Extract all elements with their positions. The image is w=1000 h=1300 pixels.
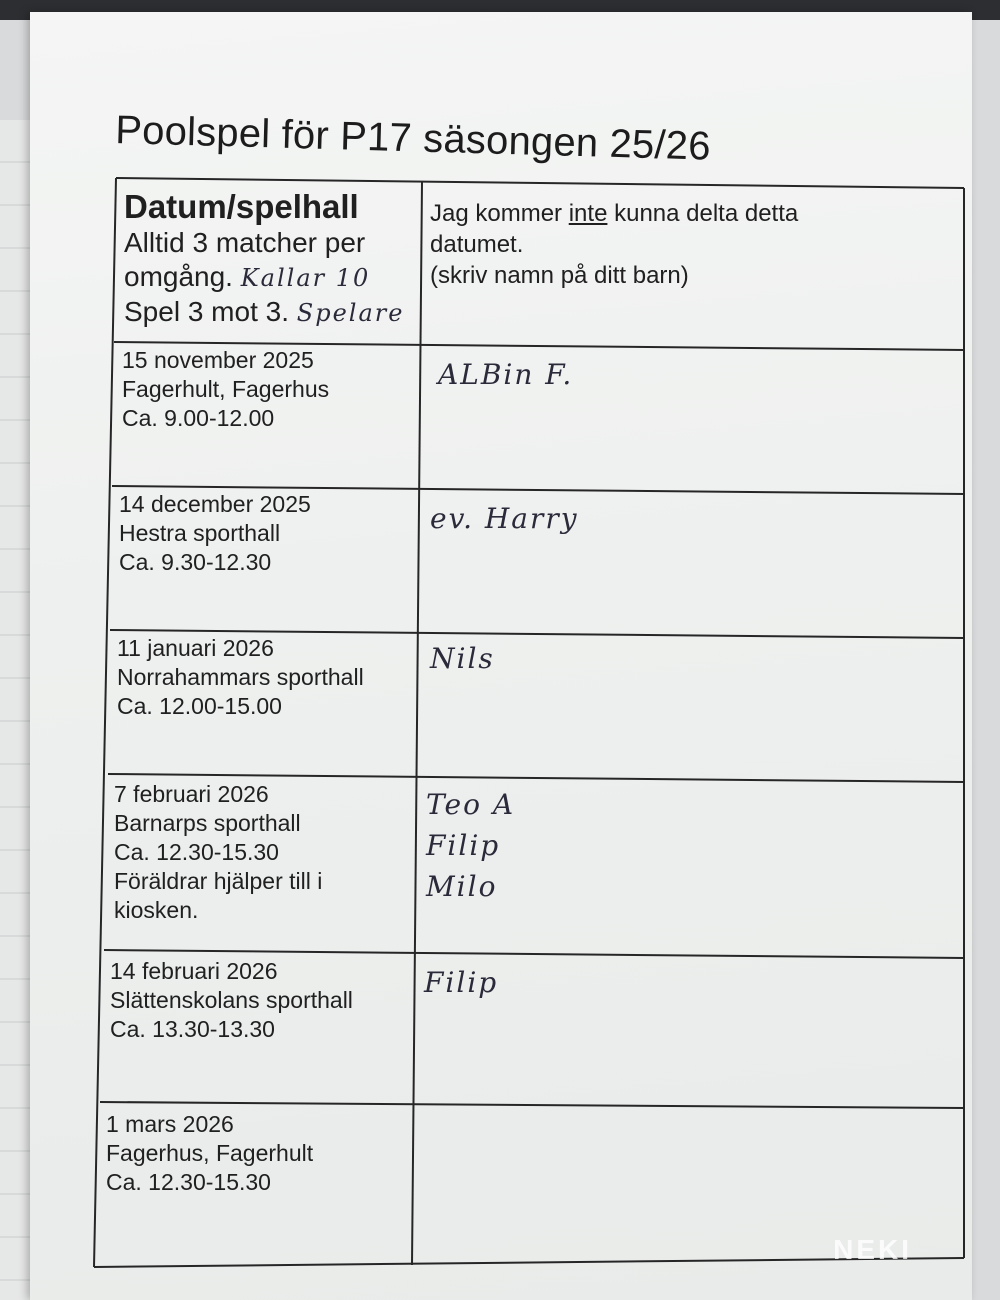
header-right [430, 198, 798, 291]
header-line-3-print: omgång. [124, 261, 233, 292]
header-line-3-handwritten: Kallar 10 [240, 264, 371, 292]
row-hall: Slättenskolans sporthall [110, 987, 353, 1013]
row-hall: Norrahammars sporthall [117, 664, 364, 690]
row-5-info [110, 957, 353, 1044]
row-time: Ca. 12.30-15.30 [114, 839, 279, 865]
row-date: 14 februari 2026 [110, 958, 278, 984]
row-name: Nils [430, 642, 495, 675]
row-time: Ca. 13.30-13.30 [110, 1016, 275, 1042]
row-6-info [106, 1110, 313, 1197]
header-right-underlined: inte [568, 200, 608, 227]
header-right-line-3: (skriv namn på ditt barn) [430, 262, 689, 289]
row-2-info [119, 490, 311, 577]
row-name: ev. Harry [430, 502, 579, 535]
row-hall: Barnarps sporthall [114, 810, 301, 836]
row-note: Föräldrar hjälper till i [114, 868, 323, 894]
header-right-text-b: kunna delta detta [614, 200, 799, 227]
header-line-4 [124, 295, 404, 330]
header-line-4-print: Spel 3 mot 3. [124, 296, 289, 327]
row-date: 1 mars 2026 [106, 1111, 234, 1137]
header-right-line-1 [430, 198, 798, 229]
row-hall: Fagerhus, Fagerhult [106, 1140, 314, 1166]
row-hall: Fagerhult, Fagerhus [122, 376, 330, 402]
row-time: Ca. 9.30-12.30 [119, 549, 272, 575]
row-name: Filip [424, 966, 499, 999]
row-3-names [430, 644, 495, 673]
row-name: Teo A [426, 788, 516, 821]
row-name: ALBin F. [438, 358, 574, 391]
header-line-4-handwritten: Spelare [296, 299, 405, 327]
row-date: 15 november 2025 [122, 347, 314, 373]
row-time: Ca. 12.30-15.30 [106, 1169, 271, 1195]
row-time: Ca. 9.00-12.00 [122, 405, 275, 431]
row-hall: Hestra sporthall [119, 520, 281, 546]
header-title: Datum/spelhall [124, 188, 359, 225]
row-5-names [424, 968, 498, 997]
header-line-3 [124, 260, 404, 295]
row-date: 14 december 2025 [119, 491, 311, 517]
header-right-text-a: Jag kommer [430, 200, 563, 227]
row-name: Milo [426, 870, 498, 903]
row-4-info [114, 780, 322, 925]
row-name: Filip [426, 829, 501, 862]
header-left [124, 188, 404, 330]
row-3-info [117, 634, 364, 721]
paper-sheet [30, 12, 972, 1300]
row-note: kiosken. [114, 897, 199, 923]
page-title: Poolspel för P17 säsongen 25/26 [114, 108, 712, 169]
header-line-2: Alltid 3 matcher per [124, 227, 366, 258]
notebook-edge [0, 120, 34, 1300]
row-1-info [122, 346, 329, 433]
row-time: Ca. 12.00-15.00 [117, 693, 282, 719]
row-1-names [438, 360, 573, 389]
header-right-line-2: datumet. [430, 231, 524, 258]
watermark: NEKI [833, 1234, 912, 1265]
row-4-names [426, 784, 515, 907]
row-2-names [430, 504, 579, 533]
row-date: 11 januari 2026 [117, 635, 274, 661]
row-date: 7 februari 2026 [114, 781, 269, 807]
